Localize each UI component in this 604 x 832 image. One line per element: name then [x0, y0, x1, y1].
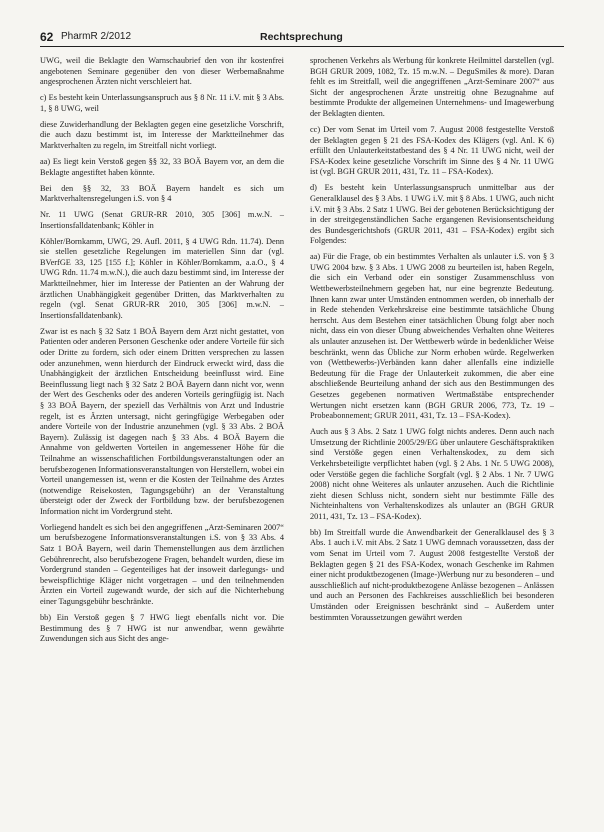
paragraph: cc) Der vom Senat im Urteil vom 7. August 2008 festgestellte Verstoß der Beklagten gegen § 21 des FSA-Kodex des Klägers (vgl. Anl. K 6) erfüllt den Unlauterkeitstatbestand des § 4 Nr. 11 UWG nicht, weil der FSA-Kodex keine gesetzliche Vorschrift im Sinne des § 4 Nr. 11 UWG ist (vgl. BGH GRUR 2011, 431, Tz. 11 – FSA-Kodex).: [310, 124, 554, 177]
paragraph: bb) Im Streitfall wurde die Anwendbarkeit der Generalklausel des § 3 Abs. 1 auch i.V. mit Abs. 2 Satz 1 UWG demnach voraussetzen, dass der vom Senat im Urteil vom 7. August 2008 festgestellte Verstoß der Beklagten gegen § 21 des FSA-Kodex, wonach Geschenke im Rahmen einer nicht produktbezogenen (Image-)Werbung nur zu besonderen – und ausschließlich auf nicht-produktbezogene Anlässe bezogenen – Anlässen und auch an Personen des Fachkreises ausschließlich bei besonderen Umständen oder Ereignissen beschränkt sind – Außerdem unter bestimmten Voraussetzungen gewährt werden: [310, 527, 554, 622]
right-column: [310, 56, 554, 826]
section-rubric: Rechtsprechung: [260, 31, 343, 43]
paragraph: sprochenen Verkehrs als Werbung für konkrete Heilmittel darstellen (vgl. BGH GRUR 2009, 1082, Tz. 15 m.w.N. – DeguSmiles & more). Daran fehlt es im Streitfall, weil die angegriffenen „Arzt-Seminare 2007“ aus Sicht der angesprochenen Ärzte unstreitig ohne Bezugnahme auf bestimmte Produkte der allgemeinen Unternehmens- und Imagewerbung der Beklagten dienten.: [310, 56, 554, 118]
paragraph: Bei den §§ 32, 33 BOÄ Bayern handelt es sich um Marktverhaltensregelungen i.S. von § 4: [40, 183, 284, 204]
left-column: [40, 56, 284, 826]
paragraph: d) Es besteht kein Unterlassungsanspruch unmittelbar aus der Generalklausel des § 3 Abs. 1 UWG i.V. mit § 8 Abs. 1 UWG, auch nicht i.V. mit § 3 Abs. 2 Satz 1 UWG. Bei der gebotenen Berücksichtigung der in der streitgegenständlichen Sache ergangenen Revisionsentscheidung des Bundesgerichtshofs (GRUR 2011, 431 – FSA-Kodex) ergibt sich Folgendes:: [310, 183, 554, 246]
page-header: [0, 0, 604, 52]
paragraph: UWG, weil die Beklagte den Warnschaubrief den von ihr kostenfrei angebotenen Seminare gegenüber den von dieser Werbemaßnahme angesprochenen Ärzten nicht verschleiert hat.: [40, 56, 284, 87]
paragraph: aa) Für die Frage, ob ein bestimmtes Verhalten als unlauter i.S. von § 3 UWG 2004 bzw. § 3 Abs. 1 UWG 2008 zu beurteilen ist, haben Regeln, die sich ein Verband oder ein sonstiger Zusammenschluss von Wettbewerbsteilnehmern gegeben hat, nur eine begrenzte Bedeutung. Ihnen kann zwar unter Umständen entnommen werden, ob innerhalb der in Rede stehenden Verkehrskreise eine bestimmte tatsächliche Übung herrscht. Aus dem Bestehen einer tatsächlichen Übung folgt aber noch nicht, dass ein von dieser Übung abweichendes Verhalten ohne Weiteres als unlauter anzusehen ist. Der Wettbewerb würde in bedenklicher Weise beschränkt, wenn das Übliche zur Norm erhoben würde. Regelwerken von (Wettbewerbs-)Verbänden kann daher allenfalls eine indizielle Bedeutung für die Frage der Unlauterkeit zukommen, die aber eine abschließende Beurteilung anhand der sich aus den Bestimmungen des Gesetzes gegebenen normativen Wertmaßstäbe entsprechender Wertungen nicht ersetzen kann (BGH GRUR 2006, 773, Tz. 19 – Probeabonnement; GRUR 2011, 431, Tz. 13 – FSA-Kodex).: [310, 252, 554, 421]
paragraph: Vorliegend handelt es sich bei den angegriffenen „Arzt-Seminaren 2007“ um berufsbezogene Informationsveranstaltungen i.S. von § 33 Abs. 4 Satz 1 BOÄ Bayern, weil darin Themenstellungen aus dem ärztlichen Gebührenrecht, also berufsbezogene Fragen, behandelt wurden, diese im Vordergrund standen – Gegenteiliges hat der insoweit darlegungs- und beweispflichtige Kläger nicht vorgetragen – und den teilnehmenden Ärzten ein Vorteil zugewandt wurde, der sich auf die Nichterhebung einer Tagungsgebühr beschränkte.: [40, 522, 284, 607]
paragraph: c) Es besteht kein Unterlassungsanspruch aus § 8 Nr. 11 i.V. mit § 3 Abs. 1, § 8 UWG, weil: [40, 93, 284, 113]
paragraph: Zwar ist es nach § 32 Satz 1 BOÄ Bayern dem Arzt nicht gestattet, von Patienten oder anderen Personen Geschenke oder andere Vorteile für sich oder Dritte zu fordern, sich oder einem Dritten versprechen zu lassen oder anzunehmen, wenn hierdurch der Eindruck erweckt wird, dass die Unabhängigkeit der ärztlichen Entscheidung beeinflusst wird. Eine Beeinflussung liegt nach § 32 Satz 2 BOÄ Bayern dann nicht vor, wenn der Wert des Geschenks oder des anderen Vorteils geringfügig ist. Nach § 33 BOÄ Bayern, der speziell das Verhältnis von Arzt und Industrie regelt, ist es Ärzten untersagt, nicht geringfügige Werbegaben oder andere Vorteile von der Industrie anzunehmen (vgl. § 33 Abs. 2 BOÄ Bayern). Zulässig ist dagegen nach § 33 Abs. 4 BOÄ Bayern die Annahme von geldwerten Vorteilen in angemessener Höhe für die Teilnahme an wissenschaftlichen Fortbildungsveranstaltungen oder an berufsbezogenen Informationsveranstaltungen von Herstellern, wobei ein Vorteil unangemessen ist, wenn er die Kosten der Teilnahme des Arztes (notwendige Reisekosten, Tagungsgebühr) an der Veranstaltung übersteigt oder der Zweck der Fortbildung bzw. der berufsbezogenen Information nicht im Vordergrund steht.: [40, 326, 284, 516]
paragraph: diese Zuwiderhandlung der Beklagten gegen eine gesetzliche Vorschrift, die auch dazu bestimmt ist, im Interesse der Marktteilnehmer das Marktverhalten zu regeln, im Streitfall nicht vorliegt.: [40, 119, 284, 150]
paragraph: bb) Ein Verstoß gegen § 7 HWG liegt ebenfalls nicht vor. Die Bestimmung des § 7 HWG ist nur anwendbar, wenn gewährte Zuwendungen sich aus Sicht des ange-: [40, 613, 284, 644]
paragraph: Köhler/Bornkamm, UWG, 29. Aufl. 2011, § 4 UWG Rdn. 11.74). Denn sie stellen gesetzliche Regelungen im materiellen Sinn dar (vgl. BVerfGE 33, 125 [155 f.]; Köhler in Köhler/Bornkamm, a.a.O., § 4 UWG Rdn. 11.74 m.w.N.), die auch dazu bestimmt sind, im Interesse der Marktteilnehmer, hier im Interesse der Patienten an der Wahrung der ärztlichen Unabhängigkeit gegenüber Dritten, das Marktverhalten zu regeln (vgl. Senat GRUR-RR 2010, 305 [306] m.w.N. – Insertionsfalldatenbank).: [40, 236, 284, 320]
page-number: 62: [40, 30, 54, 44]
header-rule: [40, 46, 564, 47]
paragraph: aa) Es liegt kein Verstoß gegen §§ 32, 33 BOÄ Bayern vor, an dem die Beklagte angestiftet haben könnte.: [40, 156, 284, 177]
paragraph: Auch aus § 3 Abs. 2 Satz 1 UWG folgt nichts anderes. Denn auch nach Umsetzung der Richtlinie 2005/29/EG über unlautere Geschäftspraktiken sind Verstöße gegen einen Verhaltenskodex, zu dem sich Verkehrsbeteiligte verpflichtet haben (vgl. § 2 Abs. 1 Nr. 5 UWG 2008), oder Verstöße gegen die fachliche Sorgfalt (vgl. § 2 Abs. 1 Nr. 7 UWG 2008) nicht ohne Weiteres als unlauter anzusehen. Auch die Richtlinie zieht diesen Schluss nicht, sondern sieht nur bestimmte Fälle des Nichteinhaltens von Verhaltenskodizes als unlauter an (BGH GRUR 2011, 431, Tz. 13 – FSA-Kodex).: [310, 427, 554, 521]
paragraph: Nr. 11 UWG (Senat GRUR-RR 2010, 305 [306] m.w.N. – Insertionsfalldatenbank; Köhler in: [40, 210, 284, 230]
journal-title: PharmR 2/2012: [61, 31, 132, 42]
